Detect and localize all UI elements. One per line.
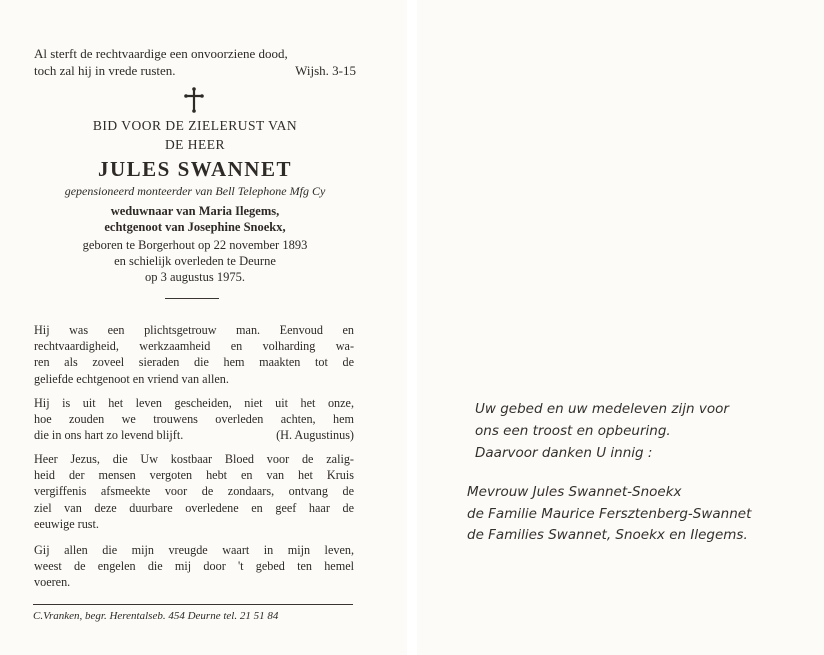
paragraph-3-line: vergiffenis afsmeekte voor de zondaars, ontvang de — [34, 484, 354, 499]
paragraph-2-source: (H. Augustinus) — [276, 428, 354, 443]
bible-quote-source: Wijsh. 3-15 — [295, 63, 356, 78]
paragraph-1-line: Hij was een plichtsgetrouw man. Eenvoud en — [34, 323, 354, 337]
paragraph-2 — [34, 395, 354, 444]
paragraph-4-line: Gij allen die mijn vreugde waart in mijn leven, — [34, 543, 354, 557]
paragraph-1-line: rechtvaardigheid, werkzaamheid en volharding wa- — [34, 339, 354, 354]
prayer-heading: BID VOOR DE ZIELERUST VAN — [92, 118, 298, 133]
widower-line: weduwnaar van Maria Ilegems, — [110, 204, 280, 218]
family-line-3: de Families Swannet, Snoekx en Ilegems. — [467, 527, 748, 543]
thanks-line-2: ons een troost en opbeuring. — [475, 423, 671, 439]
deceased-name: JULES SWANNET — [98, 157, 292, 181]
family-signatures — [467, 482, 751, 547]
divider-short — [165, 298, 219, 299]
paragraph-1-line: geliefde echtgenoot en vriend van allen. — [34, 371, 229, 386]
life-dates — [0, 237, 390, 285]
paragraph-2-line: hoe zouden we trouwens overleden achten, hem — [34, 412, 354, 427]
right-panel — [417, 0, 824, 655]
paragraph-1 — [34, 322, 354, 387]
paragraph-3-line: Heer Jezus, die Uw kostbaar Bloed voor de zalig- — [34, 452, 354, 466]
paragraph-3-line: ziel van deze duurbare overledene en geef haar de — [34, 500, 354, 515]
paragraph-3-line: eeuwige rust. — [34, 516, 99, 531]
family-status — [0, 203, 390, 235]
paragraph-4-line: weest de engelen die mij door 't gebed ten hemel — [34, 559, 354, 574]
family-line-2: de Familie Maurice Fersztenberg-Swannet — [467, 505, 752, 522]
death-line-2: op 3 augustus 1975. — [145, 270, 245, 284]
paragraph-1-line: ren als zoveel sieraden die hem maakten tot de — [34, 355, 354, 370]
divider-long — [33, 604, 353, 605]
thanks-line-3: Daarvoor danken U innig : — [475, 445, 653, 461]
card-fold — [407, 0, 417, 655]
birth-line: geboren te Borgerhout op 22 november 1893 — [82, 238, 308, 252]
spouse-line: echtgenoot van Josephine Snoekx, — [104, 220, 286, 234]
prayer-heading-title: DE HEER — [164, 137, 226, 152]
paragraph-2-line: die in ons hart zo levend blijft. — [34, 428, 184, 443]
family-line-1: Mevrouw Jules Swannet-Snoekx — [467, 484, 682, 500]
death-line-1: en schielijk overleden te Deurne — [114, 254, 276, 268]
thanks-line-1: Uw gebed en uw medeleven zijn voor — [475, 401, 729, 417]
paragraph-4-line: voeren. — [34, 575, 71, 590]
left-panel — [0, 0, 407, 655]
bible-quote-line-2: toch zal hij in vrede rusten. — [34, 63, 176, 78]
paragraph-2-line: Hij is uit het leven gescheiden, niet uit het onze, — [34, 396, 354, 410]
paragraph-3 — [34, 451, 354, 532]
bible-quote — [34, 45, 356, 79]
printer-imprint: C.Vranken, begr. Herentalseb. 454 Deurne tel. 21 51 84 — [33, 610, 279, 622]
thanks-message — [475, 398, 729, 464]
bible-quote-line-1: Al sterft de rechtvaardige een onvoorziene dood, — [34, 46, 288, 61]
occupation: gepensioneerd monteerder van Bell Telephone Mfg Cy — [64, 184, 326, 198]
cross-icon — [180, 86, 208, 114]
paragraph-4 — [34, 542, 354, 591]
paragraph-3-line: heid der mensen vergoten hebt en van het Kruis — [34, 468, 354, 483]
